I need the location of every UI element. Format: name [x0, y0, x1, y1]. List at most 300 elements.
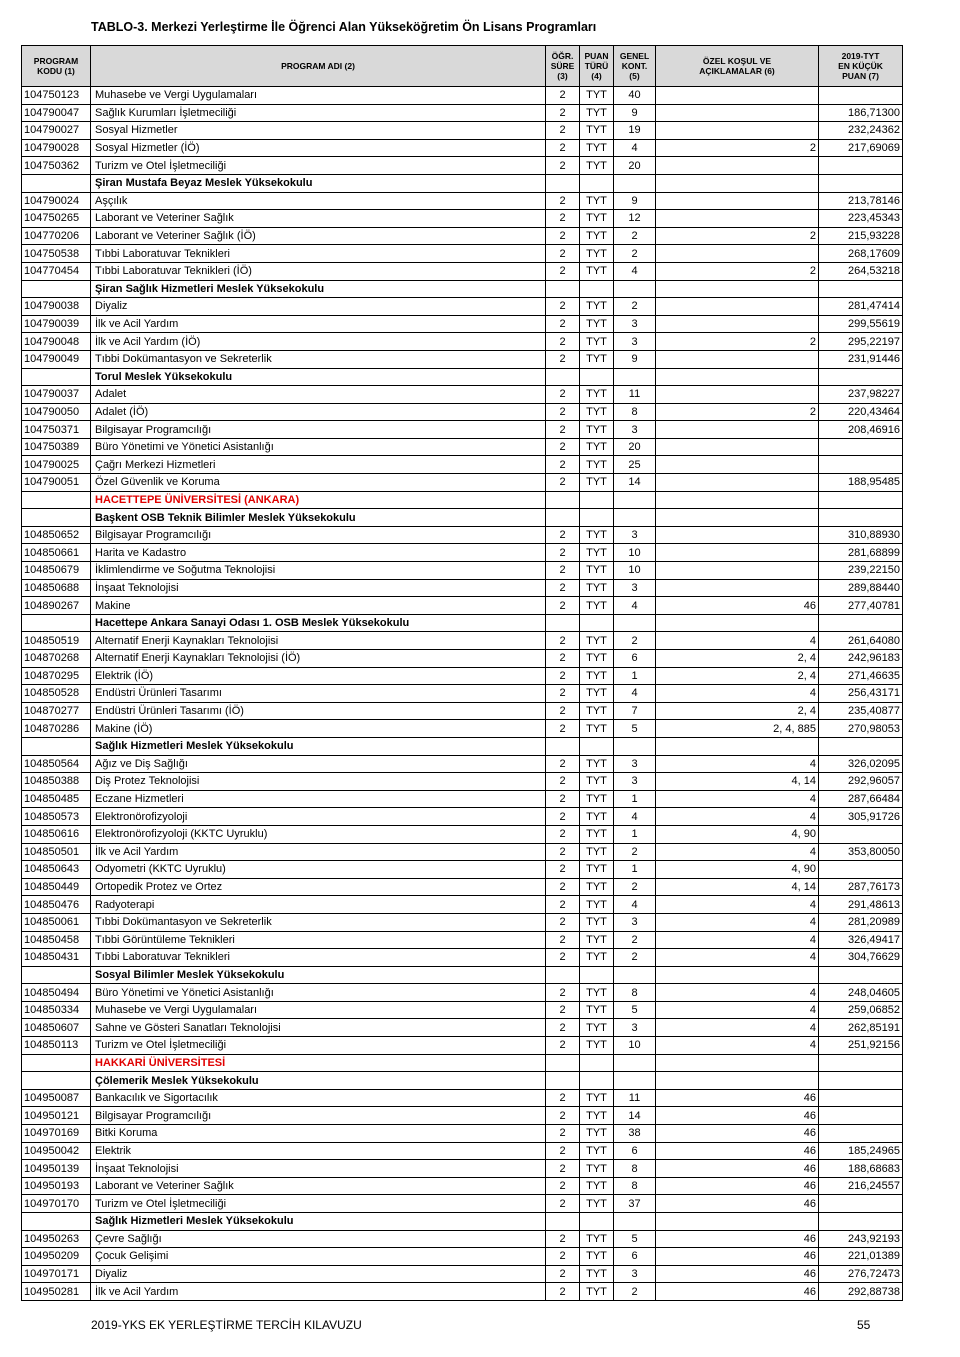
min-score-cell-empty [819, 1213, 903, 1231]
min-score-cell [819, 1107, 903, 1125]
min-score-cell: 188,68683 [819, 1160, 903, 1178]
conditions-cell [656, 315, 819, 333]
min-score-cell-empty [819, 174, 903, 192]
conditions-cell [656, 298, 819, 316]
conditions-cell: 4, 14 [656, 878, 819, 896]
score-type-cell: TYT [580, 1037, 614, 1055]
conditions-cell: 46 [656, 1265, 819, 1283]
page-title: TABLO-3. Merkezi Yerleştirme İle Öğrenci Alan Yükseköğretim Ön Lisans Programları [91, 20, 597, 34]
program-code-cell: 104870286 [22, 720, 91, 738]
code-cell-empty [22, 509, 91, 527]
program-code-cell: 104850643 [22, 861, 91, 879]
min-score-cell: 232,24362 [819, 122, 903, 140]
min-score-cell-empty [819, 1072, 903, 1090]
header-score-type [580, 46, 614, 87]
program-code-cell: 104790038 [22, 298, 91, 316]
quota-cell: 3 [614, 1019, 656, 1037]
score-type-cell: TYT [580, 896, 614, 914]
quota-cell: 7 [614, 702, 656, 720]
conditions-cell-empty [656, 1213, 819, 1231]
program-code-cell: 104850449 [22, 878, 91, 896]
table-row [22, 790, 903, 808]
quota-cell: 4 [614, 808, 656, 826]
score-type-cell-empty [580, 491, 614, 509]
program-name-cell: Radyoterapi [91, 896, 546, 914]
duration-cell: 2 [546, 755, 580, 773]
code-cell-empty [22, 737, 91, 755]
score-type-cell: TYT [580, 262, 614, 280]
conditions-cell: 4 [656, 1037, 819, 1055]
duration-cell: 2 [546, 139, 580, 157]
conditions-cell [656, 456, 819, 474]
score-type-cell-empty [580, 368, 614, 386]
table-row [22, 1001, 903, 1019]
program-name-cell: Sağlık Kurumları İşletmeciliği [91, 104, 546, 122]
duration-cell: 2 [546, 632, 580, 650]
group-name-cell: Sağlık Hizmetleri Meslek Yüksekokulu [91, 1213, 546, 1231]
program-name-cell: İlk ve Acil Yardım [91, 1283, 546, 1301]
program-code-cell: 104870295 [22, 667, 91, 685]
program-name-cell: Sosyal Hizmetler [91, 122, 546, 140]
program-name-cell: Tıbbi Laboratuvar Teknikleri (İÖ) [91, 262, 546, 280]
score-type-cell: TYT [580, 1177, 614, 1195]
header-special-conditions-line: ÖZEL KOŞUL VE [702, 56, 772, 66]
duration-cell: 2 [546, 526, 580, 544]
program-code-cell: 104850661 [22, 544, 91, 562]
duration-cell: 2 [546, 861, 580, 879]
conditions-cell [656, 350, 819, 368]
program-name-cell: Sosyal Hizmetler (İÖ) [91, 139, 546, 157]
table-row [22, 544, 903, 562]
duration-cell: 2 [546, 122, 580, 140]
conditions-cell: 46 [656, 1160, 819, 1178]
quota-cell: 2 [614, 878, 656, 896]
conditions-cell: 2, 4 [656, 702, 819, 720]
conditions-cell [656, 122, 819, 140]
score-type-cell: TYT [580, 702, 614, 720]
duration-cell: 2 [546, 262, 580, 280]
score-type-cell: TYT [580, 192, 614, 210]
min-score-cell [819, 456, 903, 474]
program-code-cell: 104850494 [22, 984, 91, 1002]
table-row [22, 298, 903, 316]
school-header-row [22, 1213, 903, 1231]
score-type-cell: TYT [580, 315, 614, 333]
quota-cell: 3 [614, 913, 656, 931]
table-row [22, 1107, 903, 1125]
table-row [22, 438, 903, 456]
header-duration [546, 46, 580, 87]
conditions-cell: 46 [656, 1248, 819, 1266]
university-header-row [22, 491, 903, 509]
score-type-cell: TYT [580, 755, 614, 773]
min-score-cell: 281,47414 [819, 298, 903, 316]
code-cell-empty [22, 280, 91, 298]
program-code-cell: 104870277 [22, 702, 91, 720]
program-table-body [22, 87, 903, 1301]
quota-cell: 5 [614, 1001, 656, 1019]
min-score-cell-empty [819, 737, 903, 755]
table-row [22, 632, 903, 650]
conditions-cell: 4, 90 [656, 825, 819, 843]
table-row [22, 667, 903, 685]
program-name-cell: Elektrik (İÖ) [91, 667, 546, 685]
min-score-cell [819, 1195, 903, 1213]
conditions-cell [656, 104, 819, 122]
duration-cell: 2 [546, 1177, 580, 1195]
duration-cell: 2 [546, 720, 580, 738]
program-name-cell: Ağız ve Diş Sağlığı [91, 755, 546, 773]
program-code-cell: 104870268 [22, 650, 91, 668]
score-type-cell: TYT [580, 949, 614, 967]
min-score-cell [819, 157, 903, 175]
program-code-cell: 104790039 [22, 315, 91, 333]
conditions-cell [656, 421, 819, 439]
program-code-cell: 104970169 [22, 1125, 91, 1143]
min-score-cell: 289,88440 [819, 579, 903, 597]
quota-cell: 3 [614, 579, 656, 597]
header-special-conditions-line: AÇIKLAMALAR (6) [699, 66, 775, 76]
min-score-cell: 185,24965 [819, 1142, 903, 1160]
table-row [22, 825, 903, 843]
program-table [21, 45, 903, 1301]
min-score-cell: 239,22150 [819, 562, 903, 580]
min-score-cell: 268,17609 [819, 245, 903, 263]
quota-cell: 2 [614, 245, 656, 263]
code-cell-empty [22, 491, 91, 509]
table-row [22, 913, 903, 931]
duration-cell: 2 [546, 702, 580, 720]
score-type-cell: TYT [580, 632, 614, 650]
table-row [22, 210, 903, 228]
duration-cell: 2 [546, 896, 580, 914]
program-name-cell: Makine [91, 597, 546, 615]
conditions-cell-empty [656, 174, 819, 192]
table-row [22, 1283, 903, 1301]
program-code-cell: 104790025 [22, 456, 91, 474]
table-row [22, 139, 903, 157]
score-type-cell: TYT [580, 720, 614, 738]
min-score-cell: 287,66484 [819, 790, 903, 808]
min-score-cell: 287,76173 [819, 878, 903, 896]
program-code-cell: 104850607 [22, 1019, 91, 1037]
table-row [22, 702, 903, 720]
quota-cell-empty [614, 174, 656, 192]
program-name-cell: İlk ve Acil Yardım (İÖ) [91, 333, 546, 351]
school-header-row [22, 509, 903, 527]
duration-cell: 2 [546, 333, 580, 351]
min-score-cell: 281,20989 [819, 913, 903, 931]
min-score-cell: 213,78146 [819, 192, 903, 210]
table-row [22, 526, 903, 544]
program-name-cell: Alternatif Enerji Kaynakları Teknolojisi (İÖ) [91, 650, 546, 668]
conditions-cell [656, 562, 819, 580]
table-row [22, 1125, 903, 1143]
table-row [22, 597, 903, 615]
min-score-cell [819, 438, 903, 456]
table-row [22, 1265, 903, 1283]
min-score-cell [819, 87, 903, 105]
min-score-cell-empty [819, 491, 903, 509]
duration-cell: 2 [546, 1265, 580, 1283]
score-type-cell: TYT [580, 1248, 614, 1266]
table-row [22, 808, 903, 826]
quota-cell: 2 [614, 227, 656, 245]
duration-cell: 2 [546, 456, 580, 474]
quota-cell: 6 [614, 650, 656, 668]
quota-cell-empty [614, 614, 656, 632]
program-code-cell: 104850679 [22, 562, 91, 580]
group-name-cell: Başkent OSB Teknik Bilimler Meslek Yüksekokulu [91, 509, 546, 527]
program-code-cell: 104950193 [22, 1177, 91, 1195]
duration-cell: 2 [546, 403, 580, 421]
program-code-cell: 104790048 [22, 333, 91, 351]
table-row [22, 350, 903, 368]
score-type-cell: TYT [580, 1195, 614, 1213]
duration-cell: 2 [546, 1283, 580, 1301]
duration-cell: 2 [546, 298, 580, 316]
header-program-code [22, 46, 91, 87]
min-score-cell: 304,76629 [819, 949, 903, 967]
school-header-row [22, 737, 903, 755]
program-code-cell: 104950281 [22, 1283, 91, 1301]
min-score-cell: 220,43464 [819, 403, 903, 421]
conditions-cell: 46 [656, 1125, 819, 1143]
quota-cell: 19 [614, 122, 656, 140]
table-row [22, 104, 903, 122]
duration-cell: 2 [546, 474, 580, 492]
program-code-cell: 104850113 [22, 1037, 91, 1055]
score-type-cell: TYT [580, 456, 614, 474]
min-score-cell: 256,43171 [819, 685, 903, 703]
quota-cell: 2 [614, 298, 656, 316]
score-type-cell: TYT [580, 438, 614, 456]
table-row [22, 1195, 903, 1213]
program-code-cell: 104850573 [22, 808, 91, 826]
score-type-cell-empty [580, 174, 614, 192]
conditions-cell: 46 [656, 1230, 819, 1248]
duration-cell: 2 [546, 1037, 580, 1055]
program-name-cell: Büro Yönetimi ve Yönetici Asistanlığı [91, 984, 546, 1002]
program-code-cell: 104750538 [22, 245, 91, 263]
conditions-cell [656, 438, 819, 456]
duration-cell: 2 [546, 227, 580, 245]
program-name-cell: Bilgisayar Programcılığı [91, 421, 546, 439]
program-code-cell: 104750362 [22, 157, 91, 175]
quota-cell: 3 [614, 773, 656, 791]
program-code-cell: 104850519 [22, 632, 91, 650]
min-score-cell-empty [819, 509, 903, 527]
table-row [22, 1037, 903, 1055]
footer-guide-title: 2019-YKS EK YERLEŞTİRME TERCİH KILAVUZU [91, 1318, 362, 1332]
score-type-cell: TYT [580, 1125, 614, 1143]
program-code-cell: 104850476 [22, 896, 91, 914]
quota-cell: 25 [614, 456, 656, 474]
program-code-cell: 104850528 [22, 685, 91, 703]
quota-cell: 8 [614, 403, 656, 421]
quota-cell-empty [614, 368, 656, 386]
header-general-quota [614, 46, 656, 87]
code-cell-empty [22, 1072, 91, 1090]
min-score-cell: 262,85191 [819, 1019, 903, 1037]
program-code-cell: 104790051 [22, 474, 91, 492]
quota-cell: 3 [614, 315, 656, 333]
conditions-cell-empty [656, 1054, 819, 1072]
code-cell-empty [22, 966, 91, 984]
quota-cell: 37 [614, 1195, 656, 1213]
header-program-name [91, 46, 546, 87]
quota-cell: 9 [614, 192, 656, 210]
min-score-cell: 305,91726 [819, 808, 903, 826]
conditions-cell [656, 544, 819, 562]
duration-cell: 2 [546, 579, 580, 597]
duration-cell: 2 [546, 315, 580, 333]
program-code-cell: 104950209 [22, 1248, 91, 1266]
score-type-cell: TYT [580, 403, 614, 421]
program-name-cell: Bilgisayar Programcılığı [91, 526, 546, 544]
score-type-cell: TYT [580, 245, 614, 263]
score-type-cell: TYT [580, 843, 614, 861]
conditions-cell [656, 210, 819, 228]
duration-cell: 2 [546, 210, 580, 228]
header-general-quota-line: GENEL [619, 51, 650, 61]
quota-cell: 20 [614, 157, 656, 175]
duration-cell-empty [546, 174, 580, 192]
duration-cell: 2 [546, 157, 580, 175]
program-code-cell: 104790050 [22, 403, 91, 421]
school-header-row [22, 368, 903, 386]
table-row [22, 87, 903, 105]
program-code-cell: 104790049 [22, 350, 91, 368]
quota-cell: 8 [614, 1177, 656, 1195]
conditions-cell: 46 [656, 1107, 819, 1125]
program-code-cell: 104790027 [22, 122, 91, 140]
code-cell-empty [22, 368, 91, 386]
code-cell-empty [22, 1054, 91, 1072]
table-row [22, 1177, 903, 1195]
quota-cell: 4 [614, 896, 656, 914]
score-type-cell: TYT [580, 350, 614, 368]
score-type-cell-empty [580, 1072, 614, 1090]
table-row [22, 861, 903, 879]
conditions-cell: 2 [656, 227, 819, 245]
program-name-cell: Makine (İÖ) [91, 720, 546, 738]
min-score-cell: 248,04605 [819, 984, 903, 1002]
min-score-cell: 208,46916 [819, 421, 903, 439]
duration-cell: 2 [546, 650, 580, 668]
program-name-cell: Elektrik [91, 1142, 546, 1160]
duration-cell-empty [546, 614, 580, 632]
conditions-cell: 4 [656, 808, 819, 826]
table-row [22, 685, 903, 703]
school-header-row [22, 1072, 903, 1090]
program-name-cell: Turizm ve Otel İşletmeciliği [91, 1195, 546, 1213]
duration-cell: 2 [546, 350, 580, 368]
min-score-cell: 291,48613 [819, 896, 903, 914]
conditions-cell: 46 [656, 1177, 819, 1195]
program-code-cell: 104850688 [22, 579, 91, 597]
score-type-cell: TYT [580, 931, 614, 949]
conditions-cell [656, 245, 819, 263]
table-row [22, 403, 903, 421]
score-type-cell: TYT [580, 474, 614, 492]
min-score-cell: 217,69069 [819, 139, 903, 157]
header-general-quota-line: (5) [629, 71, 640, 81]
program-code-cell: 104970170 [22, 1195, 91, 1213]
group-name-cell: HAKKARİ ÜNİVERSİTESİ [91, 1054, 546, 1072]
score-type-cell: TYT [580, 790, 614, 808]
score-type-cell: TYT [580, 1019, 614, 1037]
conditions-cell [656, 157, 819, 175]
table-row [22, 227, 903, 245]
program-code-cell: 104790028 [22, 139, 91, 157]
header-program-code-line: KODU (1) [37, 66, 75, 76]
conditions-cell-empty [656, 1072, 819, 1090]
program-name-cell: Turizm ve Otel İşletmeciliği [91, 157, 546, 175]
program-code-cell: 104790037 [22, 386, 91, 404]
header-min-score-line: 2019-TYT [841, 51, 880, 61]
university-header-row [22, 1054, 903, 1072]
quota-cell: 2 [614, 632, 656, 650]
min-score-cell: 188,95485 [819, 474, 903, 492]
conditions-cell [656, 386, 819, 404]
program-code-cell: 104850334 [22, 1001, 91, 1019]
table-row [22, 421, 903, 439]
program-code-cell: 104850485 [22, 790, 91, 808]
program-code-cell: 104850616 [22, 825, 91, 843]
group-name-cell: Şiran Sağlık Hizmetleri Meslek Yüksekokulu [91, 280, 546, 298]
min-score-cell: 281,68899 [819, 544, 903, 562]
quota-cell: 2 [614, 931, 656, 949]
header-min-score [819, 46, 903, 87]
conditions-cell: 46 [656, 1142, 819, 1160]
table-row [22, 773, 903, 791]
table-row [22, 1019, 903, 1037]
quota-cell-empty [614, 1213, 656, 1231]
conditions-cell: 4 [656, 984, 819, 1002]
school-header-row [22, 966, 903, 984]
header-program-name-line: PROGRAM ADI (2) [281, 61, 355, 71]
duration-cell: 2 [546, 984, 580, 1002]
quota-cell: 9 [614, 104, 656, 122]
score-type-cell: TYT [580, 685, 614, 703]
group-name-cell: Şiran Mustafa Beyaz Meslek Yüksekokulu [91, 174, 546, 192]
conditions-cell: 4, 14 [656, 773, 819, 791]
quota-cell: 10 [614, 1037, 656, 1055]
score-type-cell: TYT [580, 544, 614, 562]
duration-cell: 2 [546, 913, 580, 931]
conditions-cell: 4, 90 [656, 861, 819, 879]
duration-cell-empty [546, 966, 580, 984]
program-code-cell: 104950042 [22, 1142, 91, 1160]
program-code-cell: 104970171 [22, 1265, 91, 1283]
program-name-cell: Ortopedik Protez ve Ortez [91, 878, 546, 896]
quota-cell: 1 [614, 825, 656, 843]
min-score-cell: 242,96183 [819, 650, 903, 668]
program-code-cell: 104850564 [22, 755, 91, 773]
duration-cell: 2 [546, 597, 580, 615]
min-score-cell: 215,93228 [819, 227, 903, 245]
header-duration-line: (3) [557, 71, 568, 81]
score-type-cell-empty [580, 737, 614, 755]
program-code-cell: 104750265 [22, 210, 91, 228]
quota-cell: 8 [614, 1160, 656, 1178]
score-type-cell: TYT [580, 808, 614, 826]
quota-cell: 1 [614, 667, 656, 685]
min-score-cell: 186,71300 [819, 104, 903, 122]
program-code-cell: 104770454 [22, 262, 91, 280]
table-row [22, 157, 903, 175]
